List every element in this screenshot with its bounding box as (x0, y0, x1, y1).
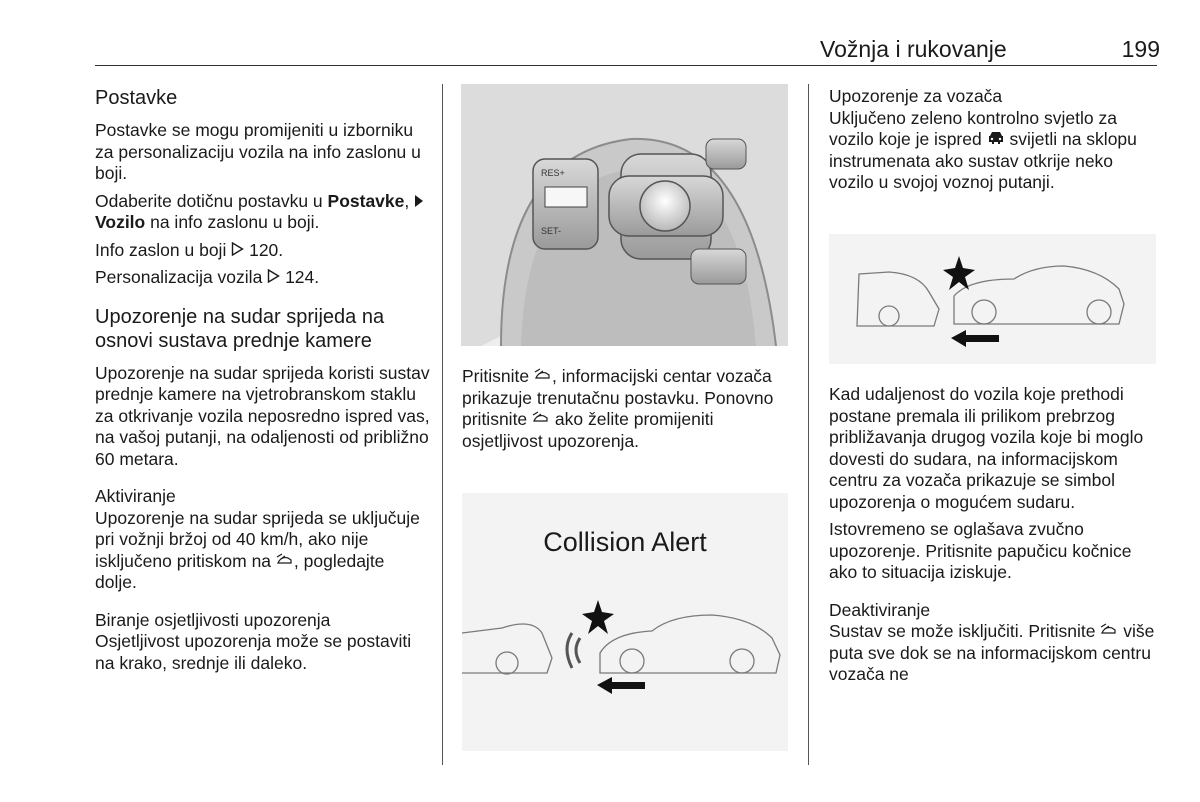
steering-wheel-controls-figure (461, 84, 788, 346)
column-3-top (829, 86, 1159, 194)
aktiviranje-text-1: Upozorenje na sudar sprijeda se uključuje pri vožnji bržoj od 40 km/h, ako nije isključeno pritiskom na (95, 507, 420, 571)
collision-alert-button-icon (534, 366, 552, 388)
separator: , (404, 190, 410, 211)
deaktiviranje-text (829, 621, 1159, 686)
press-text-1: Pritisnite (462, 366, 530, 386)
page-number: 199 (1121, 36, 1160, 62)
biranje-heading: Biranje osjetljivosti upozorenja (95, 609, 331, 630)
column-divider-right (808, 84, 809, 765)
arrow-right-solid-icon (414, 191, 424, 213)
select-setting-text (95, 191, 430, 234)
personalization-reference (95, 267, 430, 289)
deakt-text-2: više puta sve dok se na informacijskom centru vozača ne (829, 621, 1155, 684)
collision-warning-figure (829, 234, 1156, 364)
arrow-right-outline-icon (267, 267, 280, 289)
deakt-text-1: Sustav se može isključiti. Pritisnite (829, 621, 1096, 641)
collision-alert-button-icon (532, 409, 550, 431)
collision-alert-display-figure (462, 493, 788, 751)
collision-alert-button-icon (276, 551, 294, 573)
info-ref-page: 120. (249, 239, 284, 260)
column-divider-left (442, 84, 443, 765)
vehicle-menu-label: Vozilo (95, 212, 146, 232)
info-ref-label: Info zaslon u boji (95, 239, 227, 260)
upozorenje-text-2: svijetli na sklopu instrumenata ako sustav otkrije neko vozilo u svojoj voznoj putanji. (829, 129, 1137, 192)
biranje-text: Osjetljivost upozorenja može se postaviti na krako, srednje ili daleko. (95, 631, 412, 673)
display-title: Collision Alert (543, 527, 707, 557)
istovremeno-text: Istovremeno se oglašava zvučno upozorenje. Pritisnite papučicu kočnice ako to situacija iziskuje. (829, 519, 1132, 582)
running-header-title: Vožnja i rukovanje (820, 36, 1007, 62)
vehicle-ahead-icon (987, 129, 1005, 151)
select-text-2: na info zaslonu u boji. (150, 212, 320, 232)
kad-text: Kad udaljenost do vozila koje prethodi postane premala ili prilikom prebrzog približavanja drugog vozila koje bi moglo dovesti do sudara, na informacijskom centru za vozača prikazuje se simbol upozorenja o mogućem sudaru. (829, 384, 1144, 512)
settings-menu-label: Postavke (327, 190, 405, 211)
press-text-2: , informacijski centar vozača prikazuje trenutačnu postavku. Ponovno pritisnite (462, 366, 774, 429)
postavke-text: Postavke se mogu promijeniti u izborniku za personalizaciju vozila na info zaslonu u boji. (95, 120, 421, 183)
aktiviranje-text-2: , pogledajte dolje. (95, 550, 385, 592)
fcw-text: Upozorenje na sudar sprijeda koristi sustav prednje kamere na vjetrobranskom staklu za otkrivanje vozila neposredno ispred vas, na vašoj putanji, na odaljenosti od približno 60 metara. (95, 362, 430, 469)
upozorenje-text-1: Uključeno zeleno kontrolno svjetlo za vozilo koje je ispred (829, 107, 1117, 149)
collision-alert-button-icon (1100, 621, 1118, 643)
personal-ref-page: 124. (285, 267, 320, 287)
press-instructions (462, 366, 787, 452)
upozorenje-text (829, 108, 1159, 194)
set-label: SET- (541, 226, 562, 236)
column-1 (95, 86, 430, 674)
postavke-heading: Postavke (95, 87, 178, 109)
select-text-1: Odaberite dotičnu postavku u (95, 190, 323, 211)
header-rule (95, 65, 1157, 66)
info-display-reference (95, 240, 430, 262)
personal-ref-label: Personalizacija vozila (95, 267, 263, 287)
fcw-heading: Upozorenje na sudar sprijeda na osnovi sustava prednje kamere (95, 305, 385, 352)
aktiviranje-text (95, 508, 430, 594)
res-label: RES+ (541, 168, 565, 178)
press-text-3: ako želite promijeniti osjetljivost upozorenja. (462, 409, 714, 451)
arrow-right-outline-icon (231, 240, 244, 262)
aktiviranje-heading: Aktiviranje (95, 486, 176, 506)
column-3-bottom (829, 384, 1159, 686)
deaktiviranje-heading: Deaktiviranje (829, 599, 931, 620)
column-2-text (462, 366, 787, 452)
upozorenje-heading: Upozorenje za vozača (829, 86, 1003, 106)
